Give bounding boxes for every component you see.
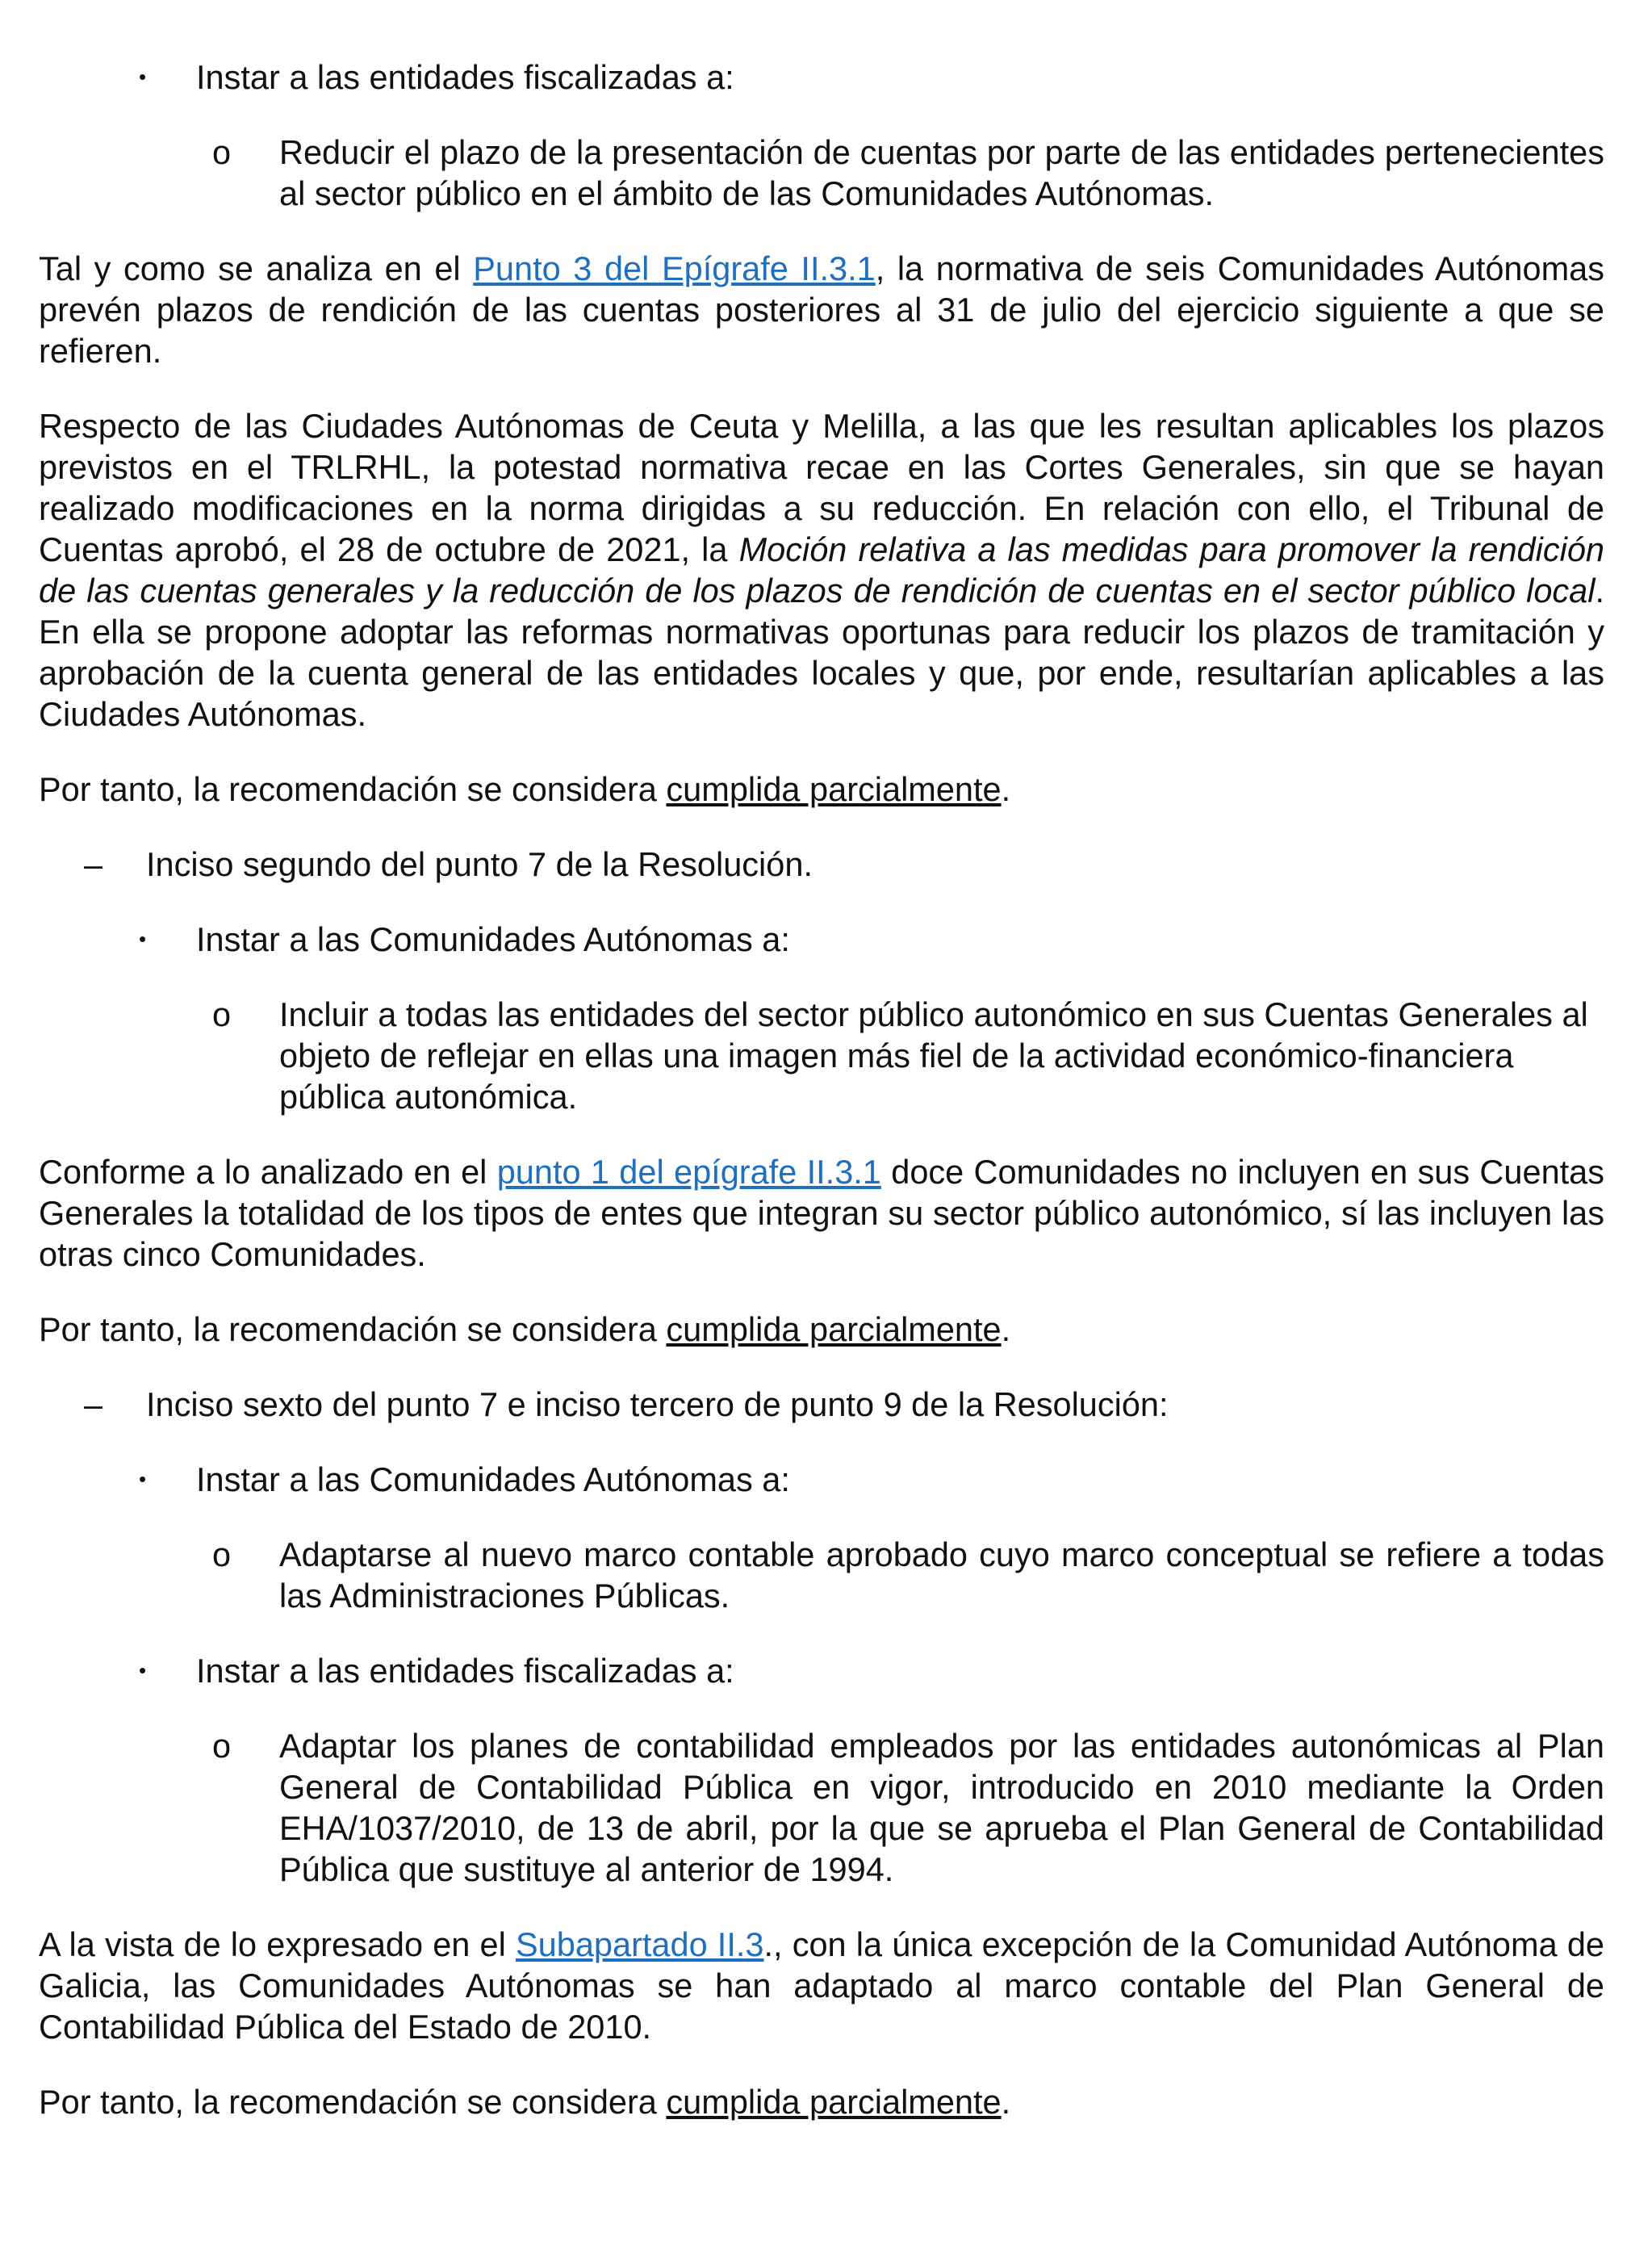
paragraph-text: . [1001,770,1011,808]
sub-bullet-item [39,1534,1604,1616]
paragraph [39,405,1604,735]
paragraph-text: Tal y como se analiza en el [39,249,474,287]
paragraph-text: . [1001,1310,1011,1348]
paragraph-text: , la normativa de seis Comunidades Autónomas prevén plazos de rendición de las cuentas posteriores al 31 de julio del ejercicio siguiente a que se refieren. [39,249,1604,370]
paragraph-text: Por tanto, la recomendación se considera [39,770,667,808]
dash-text: Inciso sexto del punto 7 e inciso tercero de punto 9 de la Resolución: [146,1385,1169,1423]
paragraph-text: Por tanto, la recomendación se considera [39,2083,667,2121]
paragraph-text: . En ella se propone adoptar las reformas normativas oportunas para reducir los plazos de tramitación y aprobación de la cuenta general de las entidades locales y que, por ende, resultarían aplicables a las Ciudades Autónomas. [39,572,1604,733]
paragraph [39,1924,1604,2047]
bullet-marker: • [139,65,147,89]
sub-bullet-marker: o [212,133,232,171]
bullet-item [39,57,1604,98]
bullet-text: Instar a las entidades fiscalizadas a: [196,58,734,96]
bullet-item [39,1650,1604,1691]
paragraph-text: A la vista de lo expresado en el [39,1925,516,1963]
bullet-marker: • [139,1658,147,1682]
document-page [39,57,1604,2156]
dash-marker: – [84,1385,103,1423]
conclusion-paragraph [39,1309,1604,1350]
dash-marker: – [84,845,103,883]
paragraph-text: . [1001,2083,1011,2121]
sub-bullet-item [39,132,1604,214]
cross-reference-link[interactable]: punto 1 del epígrafe II.3.1 [496,1153,881,1191]
dash-item [39,1384,1604,1425]
sub-bullet-text: Adaptar los planes de contabilidad empleados por las entidades autonómicas al Plan General de Contabilidad Pública en vigor, introducido en 2010 mediante la Orden EHA/1037/2010, de 13 de abril, por la que se aprueba el Plan General de Contabilidad Pública que sustituye al anterior de 1994. [279,1727,1604,1888]
bullet-item [39,1459,1604,1500]
bullet-marker: • [139,927,147,951]
conclusion-paragraph [39,769,1604,810]
sub-bullet-item [39,994,1604,1117]
bullet-marker: • [139,1467,147,1491]
italic-title: Moción relativa a las medidas para promover la rendición de las cuentas generales y la reducción de los plazos de rendición de cuentas en el sector público local [39,530,1604,609]
underlined-status: cumplida parcialmente [666,2083,1002,2121]
underlined-status: cumplida parcialmente [666,1310,1002,1348]
paragraph-text: Por tanto, la recomendación se considera [39,1310,667,1348]
sub-bullet-text: Incluir a todas las entidades del sector público autonómico en sus Cuentas Generales al objeto de reflejar en ellas una imagen más fiel de la actividad económico-financiera pública autonómica. [279,995,1588,1116]
sub-bullet-marker: o [212,995,232,1033]
dash-text: Inciso segundo del punto 7 de la Resolución. [146,845,813,883]
paragraph-text: Respecto de las Ciudades Autónomas de Ceuta y Melilla, a las que les resultan aplicables los plazos previstos en el TRLRHL, la potestad normativa recae en las Cortes Generales, sin que se hayan realizado modificaciones en la norma dirigidas a su reducción. En relación con ello, el Tribunal de Cuentas aprobó, el 28 de octubre de 2021, la [39,407,1604,568]
bullet-text: Instar a las entidades fiscalizadas a: [196,1652,734,1690]
underlined-status: cumplida parcialmente [666,770,1002,808]
dash-item [39,844,1604,885]
bullet-text: Instar a las Comunidades Autónomas a: [196,920,790,958]
sub-bullet-text: Adaptarse al nuevo marco contable aprobado cuyo marco conceptual se refiere a todas las Administraciones Públicas. [279,1535,1604,1615]
bullet-text: Instar a las Comunidades Autónomas a: [196,1460,790,1498]
sub-bullet-marker: o [212,1727,232,1765]
sub-bullet-item [39,1725,1604,1890]
cross-reference-link[interactable]: Punto 3 del Epígrafe II.3.1 [473,249,876,287]
sub-bullet-text: Reducir el plazo de la presentación de cuentas por parte de las entidades pertenecientes al sector público en el ámbito de las Comunidades Autónomas. [279,133,1604,212]
conclusion-paragraph [39,2081,1604,2122]
paragraph-text: doce Comunidades no incluyen en sus Cuentas Generales la totalidad de los tipos de entes que integran su sector público autonómico, sí las incluyen las otras cinco Comunidades. [39,1153,1605,1273]
bullet-item [39,919,1604,960]
paragraph-text: Conforme a lo analizado en el [39,1153,497,1191]
paragraph-text: ., con la única excepción de la Comunidad Autónoma de Galicia, las Comunidades Autónomas se han adaptado al marco contable del Plan General de Contabilidad Pública del Estado de 2010. [39,1925,1604,2046]
paragraph [39,248,1604,371]
cross-reference-link[interactable]: Subapartado II.3 [515,1925,764,1963]
paragraph [39,1151,1604,1275]
sub-bullet-marker: o [212,1535,232,1573]
